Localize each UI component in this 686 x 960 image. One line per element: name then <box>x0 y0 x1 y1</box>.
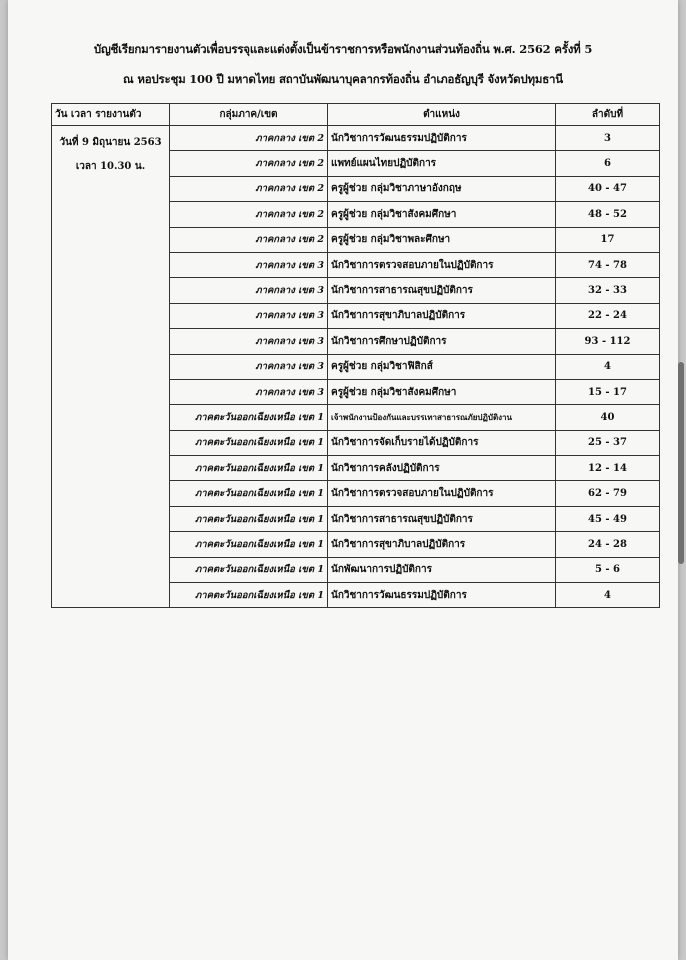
table-header-row <box>52 104 660 126</box>
region-cell: ภาคตะวันออกเฉียงเหนือ เขต 1 <box>170 481 328 506</box>
region-cell: ภาคกลาง เขต 3 <box>170 379 328 404</box>
order-cell: 40 <box>556 405 660 430</box>
position-cell: นักวิชาการวัฒนธรรมปฏิบัติการ <box>328 126 556 151</box>
column-header-region: กลุ่มภาค/เขต <box>170 104 328 126</box>
order-cell: 5 - 6 <box>556 557 660 582</box>
region-cell: ภาคตะวันออกเฉียงเหนือ เขต 1 <box>170 532 328 557</box>
position-cell: นักวิชาการตรวจสอบภายในปฏิบัติการ <box>328 252 556 277</box>
order-cell: 25 - 37 <box>556 430 660 455</box>
column-header-position: ตำแหน่ง <box>328 104 556 126</box>
position-cell: ครูผู้ช่วย กลุ่มวิชาฟิสิกส์ <box>328 354 556 379</box>
position-cell: นักวิชาการสุขาภิบาลปฏิบัติการ <box>328 303 556 328</box>
column-header-order: ลำดับที่ <box>556 104 660 126</box>
region-cell: ภาคกลาง เขต 3 <box>170 278 328 303</box>
position-cell: ครูผู้ช่วย กลุ่มวิชาพละศึกษา <box>328 227 556 252</box>
order-cell: 22 - 24 <box>556 303 660 328</box>
region-cell: ภาคตะวันออกเฉียงเหนือ เขต 1 <box>170 583 328 608</box>
order-cell: 17 <box>556 227 660 252</box>
table-body <box>52 126 660 608</box>
order-cell: 62 - 79 <box>556 481 660 506</box>
scrollbar-thumb[interactable] <box>678 362 684 564</box>
region-cell: ภาคตะวันออกเฉียงเหนือ เขต 1 <box>170 405 328 430</box>
position-cell: นักวิชาการสุขาภิบาลปฏิบัติการ <box>328 532 556 557</box>
region-cell: ภาคตะวันออกเฉียงเหนือ เขต 1 <box>170 430 328 455</box>
region-cell: ภาคกลาง เขต 2 <box>170 227 328 252</box>
order-cell: 4 <box>556 354 660 379</box>
column-header-date-time: วัน เวลา รายงานตัว <box>52 104 170 126</box>
position-cell: นักวิชาการตรวจสอบภายในปฏิบัติการ <box>328 481 556 506</box>
position-cell: แพทย์แผนไทยปฏิบัติการ <box>328 151 556 176</box>
report-time: เวลา 10.30 น. <box>75 161 146 172</box>
region-cell: ภาคกลาง เขต 3 <box>170 354 328 379</box>
region-cell: ภาคตะวันออกเฉียงเหนือ เขต 1 <box>170 456 328 481</box>
position-cell: เจ้าพนักงานป้องกันและบรรเทาสาธารณภัยปฏิบัติงาน <box>328 405 556 430</box>
region-cell: ภาคกลาง เขต 2 <box>170 202 328 227</box>
order-cell: 74 - 78 <box>556 252 660 277</box>
position-cell: นักวิชาการศึกษาปฏิบัติการ <box>328 329 556 354</box>
region-cell: ภาคกลาง เขต 3 <box>170 252 328 277</box>
region-cell: ภาคกลาง เขต 3 <box>170 329 328 354</box>
document-subtitle-venue: ณ หอประชุม 100 ปี มหาดไทย สถาบันพัฒนาบุคลากรท้องถิ่น อำเภอธัญบุรี จังหวัดปทุมธานี <box>123 72 563 86</box>
region-cell: ภาคกลาง เขต 2 <box>170 126 328 151</box>
table-row <box>52 126 660 151</box>
order-cell: 12 - 14 <box>556 456 660 481</box>
position-cell: นักวิชาการสาธารณสุขปฏิบัติการ <box>328 506 556 531</box>
order-cell: 48 - 52 <box>556 202 660 227</box>
order-cell: 6 <box>556 151 660 176</box>
region-cell: ภาคกลาง เขต 2 <box>170 151 328 176</box>
position-cell: นักพัฒนาการปฏิบัติการ <box>328 557 556 582</box>
position-cell: นักวิชาการจัดเก็บรายได้ปฏิบัติการ <box>328 430 556 455</box>
region-cell: ภาคตะวันออกเฉียงเหนือ เขต 1 <box>170 557 328 582</box>
order-cell: 24 - 28 <box>556 532 660 557</box>
document-title: บัญชีเรียกมารายงานตัวเพื่อบรรจุและแต่งตั้งเป็นข้าราชการหรือพนักงานส่วนท้องถิ่น พ.ศ. 2562 ครั้งที่ 5 <box>93 42 593 56</box>
reporting-schedule-table <box>51 103 660 608</box>
order-cell: 93 - 112 <box>556 329 660 354</box>
report-date: วันที่ 9 มิถุนายน 2563 <box>59 137 162 148</box>
position-cell: ครูผู้ช่วย กลุ่มวิชาภาษาอังกฤษ <box>328 176 556 201</box>
position-cell: ครูผู้ช่วย กลุ่มวิชาสังคมศึกษา <box>328 379 556 404</box>
order-cell: 3 <box>556 126 660 151</box>
order-cell: 45 - 49 <box>556 506 660 531</box>
region-cell: ภาคตะวันออกเฉียงเหนือ เขต 1 <box>170 506 328 531</box>
position-cell: นักวิชาการสาธารณสุขปฏิบัติการ <box>328 278 556 303</box>
position-cell: นักวิชาการคลังปฏิบัติการ <box>328 456 556 481</box>
region-cell: ภาคกลาง เขต 3 <box>170 303 328 328</box>
report-date-time-cell <box>52 126 170 608</box>
order-cell: 4 <box>556 583 660 608</box>
order-cell: 15 - 17 <box>556 379 660 404</box>
order-cell: 40 - 47 <box>556 176 660 201</box>
order-cell: 32 - 33 <box>556 278 660 303</box>
position-cell: ครูผู้ช่วย กลุ่มวิชาสังคมศึกษา <box>328 202 556 227</box>
region-cell: ภาคกลาง เขต 2 <box>170 176 328 201</box>
position-cell: นักวิชาการวัฒนธรรมปฏิบัติการ <box>328 583 556 608</box>
